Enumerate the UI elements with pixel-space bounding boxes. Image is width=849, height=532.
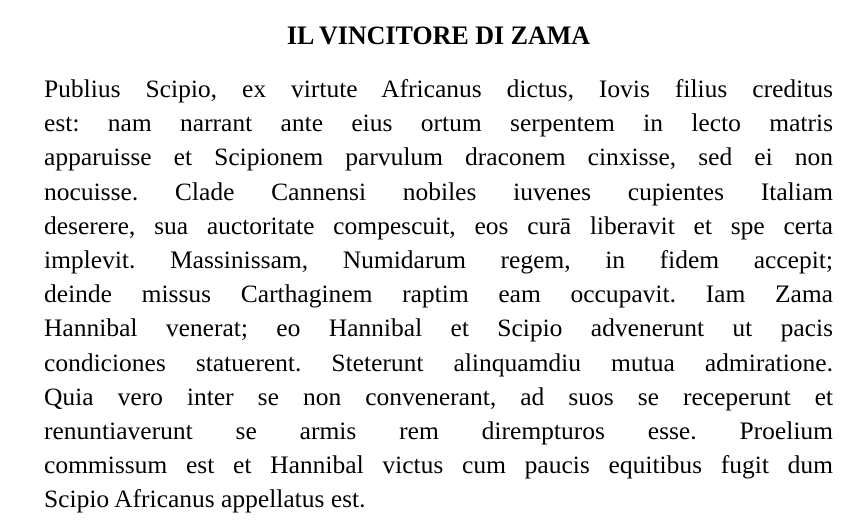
paragraph-line: apparuisse et Scipionem parvulum draconem cinxisse, sed ei non bbox=[44, 142, 833, 172]
paragraph-line: deinde missus Carthaginem raptim eam occupavit. Iam Zama bbox=[44, 279, 833, 309]
paragraph-line: Publius Scipio, ex virtute Africanus dictus, Iovis filius creditus bbox=[44, 74, 833, 103]
paragraph-line: Quia vero inter se non convenerant, ad suos se receperunt et bbox=[44, 381, 833, 411]
paragraph-line: condiciones statuerent. Steterunt alinquamdiu mutua admiratione. bbox=[44, 347, 833, 377]
paragraph-line: implevit. Massinissam, Numidarum regem, in fidem accepit; bbox=[44, 245, 833, 275]
document-page bbox=[44, 18, 833, 517]
paragraph-line: deserere, sua auctoritate compescuit, eos curā liberavit et spe certa bbox=[44, 210, 833, 240]
paragraph-line: nocuisse. Clade Cannensi nobiles iuvenes cupientes Italiam bbox=[44, 176, 833, 206]
paragraph-line: commissum est et Hannibal victus cum paucis equitibus fugit dum bbox=[44, 450, 833, 480]
document-title: IL VINCITORE DI ZAMA bbox=[286, 21, 591, 50]
paragraph-line: Hannibal venerat; eo Hannibal et Scipio advenerunt ut pacis bbox=[44, 313, 833, 343]
paragraph-line: est: nam narrant ante eius ortum serpentem in lecto matris bbox=[44, 108, 833, 138]
paragraph-line: Scipio Africanus appellatus est. bbox=[44, 484, 366, 514]
body-paragraph bbox=[44, 72, 833, 517]
paragraph-line: renuntiaverunt se armis rem dirempturos esse. Proelium bbox=[44, 416, 833, 446]
